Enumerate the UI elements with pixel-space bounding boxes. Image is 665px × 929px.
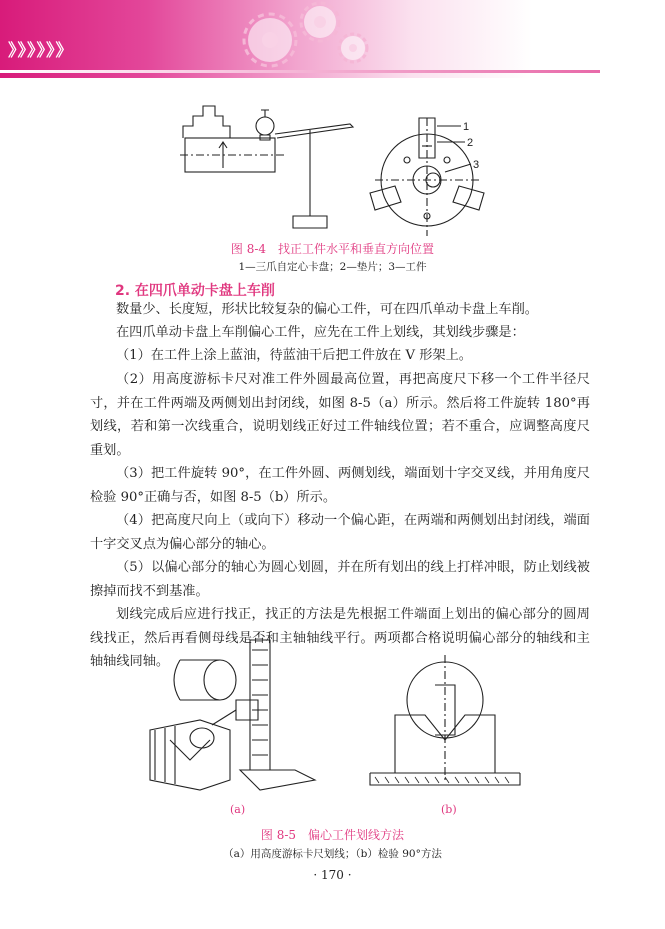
figure-8-5-caption: 图 8-5 偏心工件划线方法 [260, 828, 405, 842]
header-rule [0, 70, 600, 73]
figure-8-5b-drawing [365, 655, 535, 795]
page-number: · 170 · [313, 868, 352, 882]
gear-icons [225, 0, 385, 70]
paragraph-7: （5）以偏心部分的轴心为圆心划圆，并在所有划出的线上打样冲眼，防止划线被擦掉而找不到基准。 [90, 560, 590, 599]
figure-8-5-sublabel-b: (b) [441, 803, 457, 816]
paragraph-8: 划线完成后应进行找正，找正的方法是先根据工件端面上划出的偏心部分的圆周线找正，然后再看侧母线是否和主轴轴线平行。两项都合格说明偏心部分的轴线和主轴轴线同轴。 [90, 607, 590, 669]
paragraph-3: （1）在工件上涂上蓝油，待蓝油干后把工件放在 V 形架上。 [116, 348, 472, 363]
paragraph-6: （4）把高度尺向上（或向下）移动一个偏心距，在两端和两侧划出封闭线，端面十字交叉点为偏心部分的轴心。 [90, 513, 590, 552]
figure-8-4-drawing [175, 98, 495, 236]
fig84-label-3: 3 [473, 159, 480, 171]
figure-8-4-legend: 1—三爪自定心卡盘；2—垫片；3—工件 [238, 261, 427, 273]
paragraph-2: 在四爪单动卡盘上车削偏心工件，应先在工件上划线，其划线步骤是： [116, 325, 525, 340]
chevron-decoration: 》》》》》》 [8, 41, 74, 61]
paragraph-5: （3）把工件旋转 90°，在工件外圆、两侧划线，端面划十字交叉线，并用角度尺检验 90°正确与否，如图 8-5（b）所示。 [90, 466, 590, 505]
section-heading: 2. 在四爪单动卡盘上车削 [115, 283, 275, 299]
figure-8-4-caption: 图 8-4 找正工件水平和垂直方向位置 [230, 242, 435, 256]
figure-8-5-legend: （a）用高度游标卡尺划线；（b）检验 90°方法 [223, 848, 442, 860]
fig84-label-1: 1 [463, 121, 470, 133]
figure-8-5a-drawing [140, 630, 340, 800]
paragraph-4: （2）用高度游标卡尺对准工件外圆最高位置，再把高度尺下移一个工件半径尺寸，并在工件两端及两侧划出封闭线，如图 8-5（a）所示。然后将工件旋转 180°再划线，若和第一次线重合，说明划线正好过工件轴线位置；若不重合，应调整高度尺重划。 [90, 372, 590, 458]
figure-8-5-sublabel-a: (a) [230, 803, 246, 816]
fig84-label-2: 2 [467, 137, 474, 149]
paragraph-1: 数量少、长度短，形状比较复杂的偏心工件，可在四爪单动卡盘上车削。 [116, 302, 538, 317]
